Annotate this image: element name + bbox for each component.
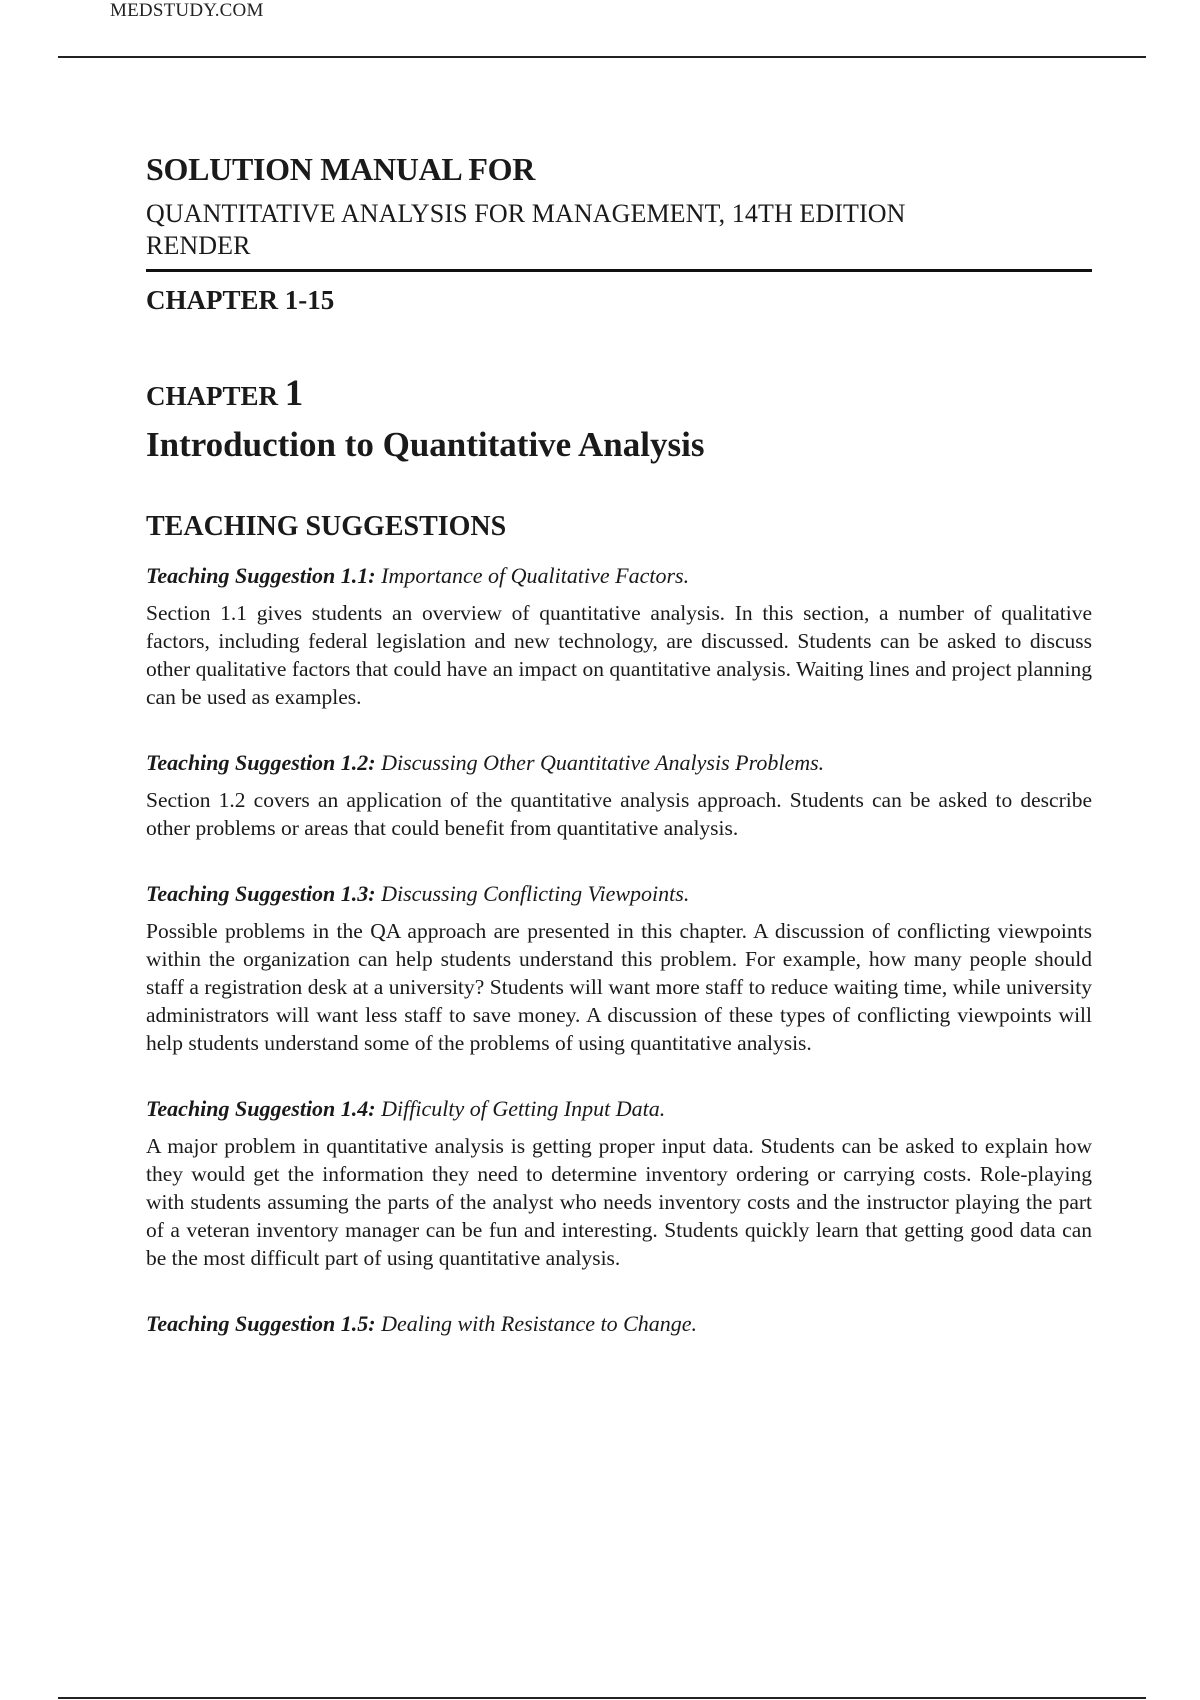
footer-divider (58, 1697, 1146, 1699)
suggestion-body: A major problem in quantitative analysis is getting proper input data. Students can be asked to explain how they would get the information they need to determine inventory ordering or carrying costs. Role-playing with students assuming the parts of the analyst who needs inventory costs and the instructor playing the part of a veteran inventory manager can be fun and interesting. Students quickly learn that getting good data can be the most difficult part of using quantitative analysis. (146, 1134, 1092, 1270)
suggestion-heading (146, 1310, 1092, 1338)
suggestion-heading (146, 880, 1092, 908)
chapter-title: Introduction to Quantitative Analysis (146, 425, 705, 464)
suggestion-body: Possible problems in the QA approach are presented in this chapter. A discussion of conflicting viewpoints within the organization can help students understand this problem. For example, how many people should staff a registration desk at a university? Students will want more staff to reduce waiting time, while university administrators will want less staff to save money. A discussion of these types of conflicting viewpoints will help students understand some of the problems of using quantitative analysis. (146, 919, 1092, 1055)
book-title-line-2: RENDER (146, 231, 251, 260)
teaching-suggestion (146, 749, 1092, 842)
title-divider (146, 269, 1092, 272)
teaching-suggestion (146, 1095, 1092, 1272)
chapter-range: CHAPTER 1-15 (146, 285, 335, 315)
suggestion-heading (146, 562, 1092, 590)
suggestion-topic: Difficulty of Getting Input Data. (381, 1096, 666, 1121)
site-header: MEDSTUDY.COM (110, 0, 264, 21)
suggestion-label: Teaching Suggestion 1.2: (146, 750, 376, 775)
suggestion-body: Section 1.1 gives students an overview of quantitative analysis. In this section, a number of qualitative factors, including federal legislation and new technology, are discussed. Students can be asked to discuss other qualitative factors that could have an impact on quantitative analysis. Waiting lines and project planning can be used as examples. (146, 601, 1092, 709)
book-title (146, 198, 1092, 262)
teaching-suggestion (146, 880, 1092, 1057)
suggestion-topic: Dealing with Resistance to Change. (381, 1311, 698, 1336)
suggestion-topic: Discussing Conflicting Viewpoints. (381, 881, 690, 906)
chapter-number: 1 (284, 373, 304, 414)
chapter-label (146, 374, 1092, 416)
suggestion-topic: Importance of Qualitative Factors. (381, 563, 690, 588)
suggestion-heading (146, 1095, 1092, 1123)
section-heading: TEACHING SUGGESTIONS (146, 511, 507, 542)
document-body (146, 150, 1092, 1338)
manual-title: SOLUTION MANUAL FOR (146, 151, 536, 187)
book-title-line-1: QUANTITATIVE ANALYSIS FOR MANAGEMENT, 14TH EDITION (146, 199, 906, 228)
chapter-word: CHAPTER (146, 381, 279, 411)
suggestion-heading (146, 749, 1092, 777)
suggestion-label: Teaching Suggestion 1.5: (146, 1311, 376, 1336)
suggestion-label: Teaching Suggestion 1.4: (146, 1096, 376, 1121)
suggestion-label: Teaching Suggestion 1.3: (146, 881, 376, 906)
teaching-suggestion (146, 562, 1092, 711)
header-divider (58, 56, 1146, 58)
teaching-suggestion (146, 1310, 1092, 1338)
suggestion-topic: Discussing Other Quantitative Analysis Problems. (381, 750, 825, 775)
suggestion-body: Section 1.2 covers an application of the quantitative analysis approach. Students can be asked to describe other problems or areas that could benefit from quantitative analysis. (146, 788, 1092, 840)
suggestion-label: Teaching Suggestion 1.1: (146, 563, 376, 588)
